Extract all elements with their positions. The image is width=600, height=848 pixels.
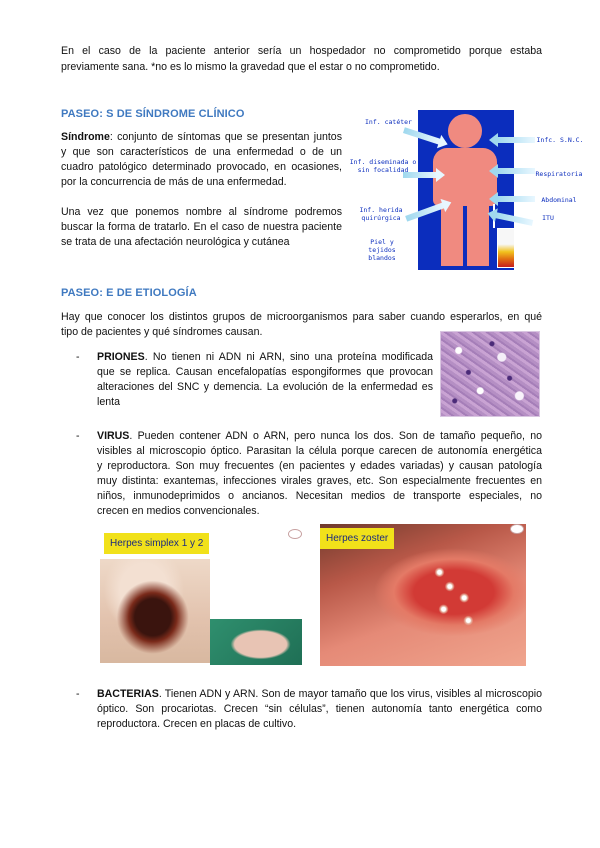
- virus-line-2: visibles al microscopio óptico. Parasitan la célula porque carecen de autonomía energética: [97, 445, 542, 457]
- label-snc: Infc. S.N.C.: [536, 136, 584, 144]
- bacterias-line-1: . Tienen ADN y ARN. Son de mayor tamaño que los virus, visibles al microscopio: [158, 688, 542, 700]
- bacterias-term: BACTERIAS: [97, 688, 159, 700]
- herpes-zoster-caption: Herpes zoster: [320, 528, 394, 549]
- corner-logo-2: [510, 524, 524, 534]
- herpes-simplex-caption: Herpes simplex 1 y 2: [104, 533, 209, 554]
- herpes-simplex-photo: [98, 525, 303, 665]
- virus-line-4: muy distinta: exantemas, infecciones virales graves, etc. Son especialmente frecuentes en: [97, 475, 542, 487]
- hand-lesion-image: [210, 619, 302, 665]
- bacterias-line-2: óptico. Son procariotas. Crecen “sin células”, tienen autonomía tanto energética como: [97, 703, 542, 715]
- syndrome-figure: [345, 104, 585, 274]
- prion-micrograph: [440, 331, 540, 417]
- priones-line-3: alteraciones del SNC y demencia. La evolución de la enfermedad es: [97, 381, 433, 393]
- virus-line-6: crecen en medios convencionales.: [97, 505, 260, 517]
- intro-line-2: previamente sana. *no es lo mismo la gravedad que el estar o no comprometido.: [61, 61, 440, 73]
- section-s-heading: PASEO: S DE SÍNDROME CLÍNICO: [61, 108, 245, 120]
- label-abdominal: Abdominal: [541, 196, 577, 204]
- priones-line-4: lenta: [97, 396, 120, 408]
- syndrome-def-line-3: cuadro patológico determinado provocado, en ocasiones,: [61, 161, 342, 173]
- mouth-lesion-image: [100, 559, 210, 663]
- syndrome-def-line-2: y que son característicos de una enfermedad o de un: [61, 146, 342, 158]
- virus-line-3: y reproductora. Son muy frecuentes (en pacientes y edades variadas) y causan patología: [97, 460, 542, 472]
- body-left-leg: [441, 204, 463, 266]
- virus-line-1: . Pueden contener ADN o ARN, pero nunca los dos. Son de tamaño pequeño, no: [129, 430, 542, 442]
- syndrome-paragraph-2: [61, 205, 342, 250]
- etiology-intro-line-2: tipo de pacientes y qué síndromes causan.: [61, 326, 263, 338]
- label-piel: Piel y tejidos blandos: [368, 238, 396, 262]
- body-right-leg: [467, 204, 489, 266]
- arrow-respiratoria: [497, 168, 535, 174]
- corner-logo-1: [288, 529, 302, 539]
- syndrome-p2-line-3: se trata de una afectación neurológica y cutánea: [61, 236, 290, 248]
- arrow-snc: [497, 137, 535, 143]
- arrow-abdominal: [497, 196, 535, 202]
- priones-line-1: . No tienen ni ADN ni ARN, sino una proteína modificada: [144, 351, 433, 363]
- section-e-heading: PASEO: E DE ETIOLOGÍA: [61, 287, 197, 299]
- body-silhouette: [448, 114, 482, 148]
- virus-term: VIRUS: [97, 430, 130, 442]
- bacterias-line-3: reproductora. Crecen en placas de cultivo.: [97, 718, 297, 730]
- label-itu: ITU: [542, 214, 554, 222]
- label-cateter: Inf. catéter: [365, 118, 412, 126]
- priones-term: PRIONES: [97, 351, 145, 363]
- etiology-intro-line-1: Hay que conocer los distintos grupos de microorganismos para saber cuando esperarlos, en qué: [61, 311, 542, 323]
- catheter-bag: [497, 228, 515, 268]
- virus-bullet: -: [76, 430, 80, 442]
- bacterias-bullet: -: [76, 688, 80, 700]
- syndrome-definition: [61, 130, 342, 190]
- bacterias-paragraph: [97, 687, 542, 732]
- syndrome-p2-line-2: buscar la forma de tratarlo. En el caso de nuestra paciente: [61, 221, 342, 233]
- label-herida: Inf. herida quirúrgica: [359, 206, 403, 222]
- intro-line-1: En el caso de la paciente anterior sería un hospedador no comprometido porque estaba: [61, 45, 542, 57]
- herpes-zoster-photo: [320, 524, 526, 666]
- syndrome-def-line-4: por la concurrencia de más de una enfermedad.: [61, 176, 287, 188]
- priones-bullet: -: [76, 351, 80, 363]
- label-respiratoria: Respiratoria: [535, 170, 583, 178]
- syndrome-p2-line-1: Una vez que ponemos nombre al síndrome podremos: [61, 206, 342, 218]
- label-diseminado: Inf. diseminada o sin focalidad: [349, 158, 417, 174]
- virus-paragraph: [97, 429, 542, 519]
- priones-paragraph: [97, 350, 433, 410]
- virus-line-5: niños, inmunodeprimidos o ancianos. Necesitan medios de transporte especiales, no: [97, 490, 542, 502]
- priones-line-2: que se replica. Causan encefalopatías espongiformes que provocan: [97, 366, 433, 378]
- syndrome-def-line-1: : conjunto de síntomas que se presentan juntos: [109, 131, 342, 143]
- syndrome-term: Síndrome: [61, 131, 110, 143]
